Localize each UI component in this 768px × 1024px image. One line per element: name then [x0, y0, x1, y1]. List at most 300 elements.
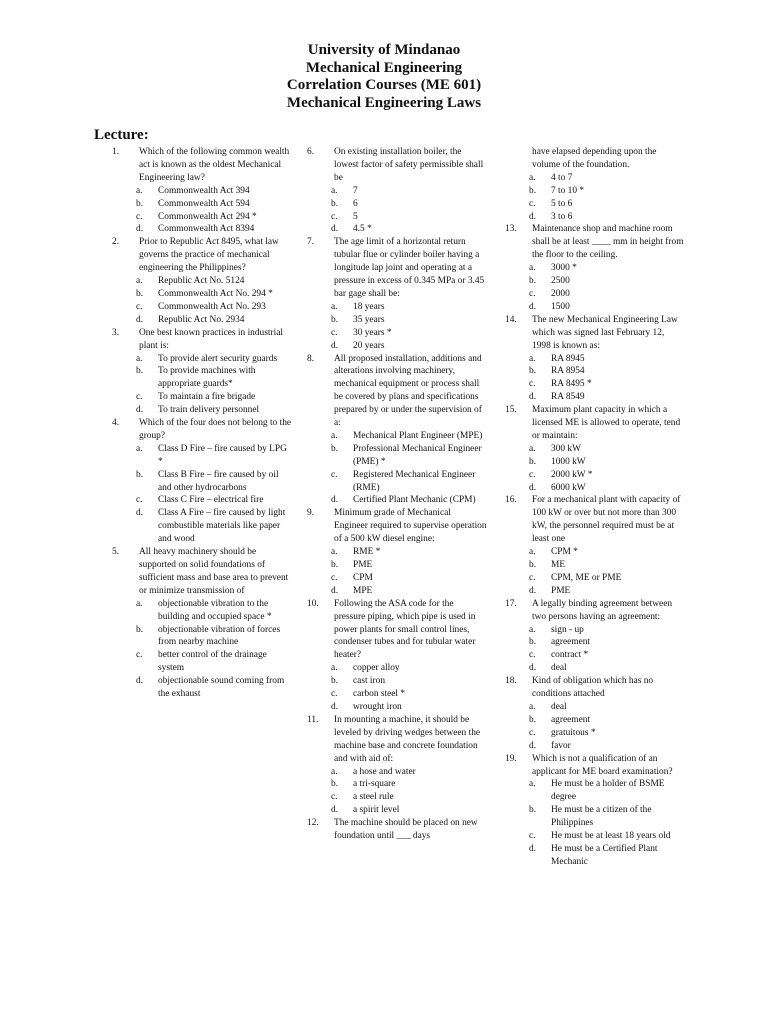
option-letter: d. [529, 663, 537, 674]
option-text: Commonwealth Act 294 * [158, 211, 257, 222]
answer-option [505, 585, 685, 598]
option-letter: d. [529, 211, 537, 222]
option-text: 3000 * [551, 263, 577, 274]
option-text: 2500 [551, 276, 570, 287]
option-text: Certified Plant Mechanic (CPM) [353, 495, 476, 506]
answer-option [505, 301, 685, 314]
question-text: One best known practices in industrial plant is: [139, 327, 283, 351]
option-letter: c. [331, 572, 338, 583]
option-text: agreement [551, 714, 591, 725]
option-letter-cell [307, 185, 353, 198]
answer-option [112, 365, 292, 391]
option-letter: b. [529, 637, 537, 648]
option-letter: c. [136, 650, 143, 661]
option-letter-cell [505, 482, 551, 495]
option-letter: b. [136, 288, 144, 299]
document-header [0, 42, 768, 112]
option-letter-cell [505, 714, 551, 727]
answer-option [505, 482, 685, 495]
option-letter-cell [307, 791, 353, 804]
question-number: 4. [112, 418, 120, 429]
option-letter-cell [112, 624, 158, 650]
option-letter-cell [307, 340, 353, 353]
option-text: Class A Fire – fire caused by light combustible materials like paper and wood [158, 508, 286, 545]
question-number: 17. [505, 598, 517, 609]
option-letter-cell [505, 275, 551, 288]
answer-option [307, 572, 487, 585]
answer-option [505, 172, 685, 185]
option-letter: a. [136, 276, 143, 287]
question-text: All proposed installation, additions and alterations involving machinery, mechanical equipment or process shall be covered by plans and specifications prepared by or under the supervision of a: [334, 353, 482, 429]
option-text: sign - up [551, 624, 584, 635]
question-item [505, 223, 685, 262]
option-letter: d. [136, 224, 144, 235]
answer-option [505, 559, 685, 572]
answer-option [307, 469, 487, 495]
course-name: Correlation Courses (ME 601) [286, 77, 482, 93]
answer-option [112, 649, 292, 675]
option-text: To maintain a fire brigade [158, 392, 256, 403]
answer-option [505, 198, 685, 211]
option-text: carbon steel * [353, 689, 406, 700]
option-letter: b. [529, 714, 537, 725]
option-letter-cell [112, 353, 158, 366]
question-item [112, 236, 292, 275]
option-text: CPM [353, 572, 373, 583]
option-letter: a. [136, 598, 143, 609]
answer-option [505, 636, 685, 649]
answer-option [307, 585, 487, 598]
option-text: 1000 kW [551, 456, 586, 467]
option-text: 2000 [551, 288, 570, 299]
answer-option [307, 701, 487, 714]
question-text: Maximum plant capacity in which a licensed ME is allowed to operate, tend or maintain: [532, 405, 681, 441]
option-letter-cell [505, 662, 551, 675]
option-text: 5 [353, 211, 358, 222]
option-letter-cell [505, 378, 551, 391]
answer-option [505, 353, 685, 366]
answer-option [307, 494, 487, 507]
answer-option [112, 223, 292, 236]
question-item [505, 753, 685, 779]
option-letter-cell [112, 185, 158, 198]
answer-option [505, 830, 685, 843]
option-letter-cell [307, 494, 353, 507]
answer-option [307, 327, 487, 340]
option-letter: a. [529, 701, 536, 712]
option-letter: a. [331, 663, 338, 674]
option-letter-cell [307, 223, 353, 236]
option-letter: c. [136, 301, 143, 312]
option-letter-cell [307, 572, 353, 585]
option-text: To provide machines with appropriate guards* [158, 366, 256, 390]
option-letter-cell [505, 301, 551, 314]
question-number: 9. [307, 508, 315, 519]
option-letter-cell [112, 469, 158, 495]
option-letter-cell [307, 301, 353, 314]
option-letter: b. [529, 805, 537, 816]
question-item [307, 817, 487, 843]
option-letter: a. [529, 353, 536, 364]
option-letter-cell [505, 469, 551, 482]
document-title: Mechanical Engineering Laws [286, 94, 482, 111]
option-text: 6 [353, 198, 358, 209]
option-letter: a. [331, 185, 338, 196]
option-text: To provide alert security guards [158, 353, 278, 364]
question-continuation [505, 146, 685, 172]
option-letter-cell [307, 198, 353, 211]
option-letter: d. [529, 392, 537, 403]
option-letter: d. [529, 301, 537, 312]
answer-option [505, 391, 685, 404]
answer-option [505, 714, 685, 727]
option-letter: b. [529, 366, 537, 377]
option-letter: d. [136, 314, 144, 325]
option-text: He must be a Certified Plant Mechanic [551, 843, 658, 867]
question-item [307, 236, 487, 301]
answer-option [307, 675, 487, 688]
question-item [307, 714, 487, 766]
option-letter-cell [112, 314, 158, 327]
option-text: CPM * [551, 547, 578, 558]
option-text: 3 to 6 [551, 211, 573, 222]
option-text: ME [551, 560, 566, 570]
section-title: Lecture: [94, 127, 149, 143]
question-text: Kind of obligation which has no conditions attached [532, 676, 654, 700]
answer-option [112, 443, 292, 469]
option-text: RME * [353, 547, 381, 558]
question-number: 12. [307, 818, 319, 829]
answer-option [112, 211, 292, 224]
question-number: 14. [505, 314, 517, 325]
option-letter: c. [529, 650, 536, 661]
option-text: Commonwealth Act 8394 [158, 224, 255, 235]
option-letter: b. [529, 456, 537, 467]
column-3 [505, 146, 685, 869]
option-letter-cell [307, 314, 353, 327]
option-letter: d. [331, 585, 339, 596]
option-text: Commonwealth Act 594 [158, 198, 250, 209]
answer-option [505, 624, 685, 637]
option-letter-cell [307, 804, 353, 817]
option-letter: d. [529, 585, 537, 596]
option-letter: c. [529, 469, 536, 480]
option-text: 4.5 * [353, 224, 372, 235]
option-letter: b. [136, 624, 144, 635]
option-letter: b. [529, 185, 537, 196]
option-letter: b. [331, 560, 339, 570]
answer-option [112, 275, 292, 288]
option-letter-cell [307, 701, 353, 714]
option-letter-cell [112, 223, 158, 236]
option-letter-cell [112, 391, 158, 404]
option-letter: d. [529, 843, 537, 854]
option-letter-cell [505, 830, 551, 843]
option-letter-cell [112, 649, 158, 675]
answer-option [505, 378, 685, 391]
option-letter: d. [331, 340, 339, 351]
option-letter: c. [529, 198, 536, 209]
question-text: For a mechanical plant with capacity of 100 kW or over but not more than 300 kW, the personnel required must be at least one [532, 495, 681, 545]
question-number: 18. [505, 676, 517, 687]
option-letter-cell [505, 211, 551, 224]
option-letter: a. [529, 624, 536, 635]
option-text: 2000 kW * [551, 469, 593, 480]
option-letter: c. [529, 288, 536, 299]
question-number: 3. [112, 327, 120, 338]
option-text: copper alloy [353, 663, 400, 674]
university-name: University of Mindanao [307, 42, 461, 58]
question-text: Which is not a qualification of an applicant for ME board examination? [532, 753, 673, 777]
option-letter: b. [136, 198, 144, 209]
option-text: RA 8945 [551, 353, 585, 364]
option-letter: d. [136, 508, 144, 519]
answer-option [505, 456, 685, 469]
answer-option [505, 649, 685, 662]
option-text: 1500 [551, 301, 570, 312]
answer-option [307, 211, 487, 224]
question-text: Maintenance shop and machine room shall be at least ____ mm in height from the floor to the ceiling. [532, 224, 684, 261]
spacer [505, 146, 532, 172]
option-letter-cell [505, 727, 551, 740]
answer-option [307, 688, 487, 701]
option-letter: a. [331, 766, 338, 777]
question-item [307, 507, 487, 546]
option-letter-cell [307, 778, 353, 791]
option-text: a steel rule [353, 792, 394, 803]
option-letter-cell [505, 636, 551, 649]
option-letter-cell [505, 443, 551, 456]
question-number: 15. [505, 405, 517, 416]
option-letter: d. [529, 482, 537, 493]
answer-option [505, 701, 685, 714]
question-number: 11. [307, 714, 319, 725]
option-letter-cell [307, 559, 353, 572]
column-1 [112, 146, 292, 701]
option-letter-cell [505, 288, 551, 301]
option-letter-cell [505, 572, 551, 585]
question-text: A legally binding agreement between two persons having an agreement: [532, 598, 673, 622]
option-letter-cell [505, 185, 551, 198]
option-letter: b. [529, 560, 537, 570]
option-letter-cell [505, 804, 551, 830]
answer-option [505, 288, 685, 301]
option-text: Commonwealth Act 394 [158, 185, 250, 196]
question-text: Which of the four does not belong to the group? [139, 418, 292, 441]
option-text: RA 8549 [551, 392, 585, 403]
option-text: 6000 kW [551, 482, 586, 493]
option-letter: b. [136, 469, 144, 480]
option-letter: b. [136, 366, 144, 377]
option-letter-cell [112, 675, 158, 701]
answer-option [505, 572, 685, 585]
question-text: Which of the following common wealth act is known as the oldest Mechanical Engineering law? [139, 147, 290, 183]
answer-option [112, 404, 292, 417]
answer-option [307, 791, 487, 804]
question-number: 2. [112, 237, 120, 248]
option-letter-cell [307, 688, 353, 701]
question-item [505, 314, 685, 353]
answer-option [112, 624, 292, 650]
option-letter-cell [505, 843, 551, 869]
option-letter-cell [505, 198, 551, 211]
answer-option [505, 546, 685, 559]
answer-option [505, 662, 685, 675]
option-text: contract * [551, 650, 589, 661]
answer-option [505, 262, 685, 275]
option-text: 4 to 7 [551, 172, 573, 183]
option-letter: a. [331, 547, 338, 558]
answer-option [505, 727, 685, 740]
answer-option [307, 546, 487, 559]
option-letter: d. [331, 224, 339, 235]
option-letter-cell [112, 275, 158, 288]
option-text: Class B Fire – fire caused by oil and other hydrocarbons [158, 469, 279, 493]
option-text: deal [551, 701, 567, 712]
answer-option [112, 494, 292, 507]
answer-option [307, 314, 487, 327]
option-letter: a. [136, 443, 143, 454]
option-text: Registered Mechanical Engineer (RME) [353, 469, 476, 493]
option-letter: a. [136, 353, 143, 364]
question-number: 10. [307, 598, 319, 609]
answer-option [112, 185, 292, 198]
answer-option [505, 275, 685, 288]
question-item [505, 494, 685, 546]
option-letter: c. [136, 495, 143, 506]
option-text: 18 years [353, 301, 385, 312]
option-letter-cell [505, 649, 551, 662]
option-letter-cell [112, 365, 158, 391]
option-letter: d. [136, 676, 144, 687]
option-text: a spirit level [353, 805, 400, 816]
option-text: PME [353, 560, 373, 570]
option-letter-cell [112, 598, 158, 624]
question-text: On existing installation boiler, the lowest factor of safety permissible shall be [334, 147, 484, 183]
question-text: have elapsed depending upon the volume of the foundation. [532, 147, 657, 170]
answer-option [307, 766, 487, 779]
answer-option [307, 662, 487, 675]
option-letter: c. [331, 792, 338, 803]
answer-option [505, 469, 685, 482]
option-letter-cell [505, 559, 551, 572]
option-text: 20 years [353, 340, 385, 351]
option-letter: a. [136, 185, 143, 196]
option-letter-cell [505, 353, 551, 366]
option-letter: b. [331, 676, 339, 687]
question-item [307, 146, 487, 185]
answer-option [307, 223, 487, 236]
answer-option [307, 198, 487, 211]
answer-option [307, 340, 487, 353]
option-letter-cell [307, 585, 353, 598]
option-text: favor [551, 740, 571, 751]
option-text: agreement [551, 637, 591, 648]
answer-option [112, 314, 292, 327]
option-letter-cell [112, 494, 158, 507]
question-item [112, 146, 292, 185]
answer-option [505, 843, 685, 869]
option-letter-cell [112, 507, 158, 546]
option-letter: c. [331, 327, 338, 338]
question-text: The age limit of a horizontal return tubular flue or cylinder boiler having a longitude lap joint and operating at a pressure in excess of 0.345 MPa or 3.45 bar gage shall be: [334, 237, 485, 299]
option-text: deal [551, 663, 567, 674]
option-text: He must be at least 18 years old [551, 831, 671, 842]
option-letter-cell [112, 301, 158, 314]
option-letter-cell [505, 701, 551, 714]
option-letter: b. [331, 198, 339, 209]
question-item [505, 675, 685, 701]
option-letter: c. [331, 469, 338, 480]
option-text: objectionable vibration of forces from nearby machine [158, 624, 281, 648]
option-text: objectionable vibration to the building and occupied space * [158, 598, 272, 622]
question-text: In mounting a machine, it should be leveled by driving wedges between the machine base and concrete foundation and with aid of: [334, 714, 481, 764]
answer-option [112, 353, 292, 366]
answer-option [505, 740, 685, 753]
option-text: 30 years * [353, 327, 392, 338]
option-text: better control of the drainage system [158, 650, 267, 674]
option-letter-cell [307, 211, 353, 224]
option-letter-cell [307, 675, 353, 688]
answer-option [307, 559, 487, 572]
option-text: Commonwealth Act No. 294 * [158, 288, 273, 299]
option-letter-cell [307, 766, 353, 779]
department-name: Mechanical Engineering [305, 59, 463, 76]
option-letter: a. [529, 547, 536, 558]
option-letter-cell [307, 443, 353, 469]
option-letter-cell [505, 262, 551, 275]
answer-option [112, 198, 292, 211]
option-letter-cell [112, 404, 158, 417]
option-text: Class C Fire – electrical fire [158, 495, 264, 506]
option-letter: c. [331, 689, 338, 700]
option-text: a tri-square [353, 779, 396, 790]
option-letter: d. [331, 701, 339, 712]
option-text: a hose and water [353, 766, 416, 777]
question-text: All heavy machinery should be supported on solid foundations of sufficient mass and base area to prevent or minimize transmission of [139, 547, 289, 596]
option-text: 7 [353, 185, 358, 196]
question-item [112, 417, 292, 443]
question-number: 6. [307, 147, 315, 157]
answer-option [112, 301, 292, 314]
option-text: 7 to 10 * [551, 185, 585, 196]
option-letter: a. [529, 263, 536, 274]
question-number: 8. [307, 353, 315, 364]
option-letter-cell [112, 211, 158, 224]
option-text: wrought iron [353, 701, 402, 712]
option-letter: d. [331, 495, 339, 506]
option-letter: c. [136, 211, 143, 222]
answer-option [307, 301, 487, 314]
option-letter: b. [331, 314, 339, 325]
answer-option [505, 443, 685, 456]
option-letter-cell [505, 740, 551, 753]
option-text: He must be a citizen of the Philippines [551, 805, 652, 829]
question-number: 16. [505, 495, 517, 506]
answer-option [505, 804, 685, 830]
option-letter-cell [505, 456, 551, 469]
option-text: gratuitous * [551, 727, 596, 738]
answer-option [505, 211, 685, 224]
option-text: To train delivery personnel [158, 405, 260, 416]
answer-option [505, 365, 685, 378]
option-letter-cell [505, 546, 551, 559]
answer-option [505, 778, 685, 804]
option-text: 300 kW [551, 443, 581, 454]
option-letter-cell [307, 469, 353, 495]
answer-option [307, 430, 487, 443]
option-letter: c. [136, 392, 143, 403]
